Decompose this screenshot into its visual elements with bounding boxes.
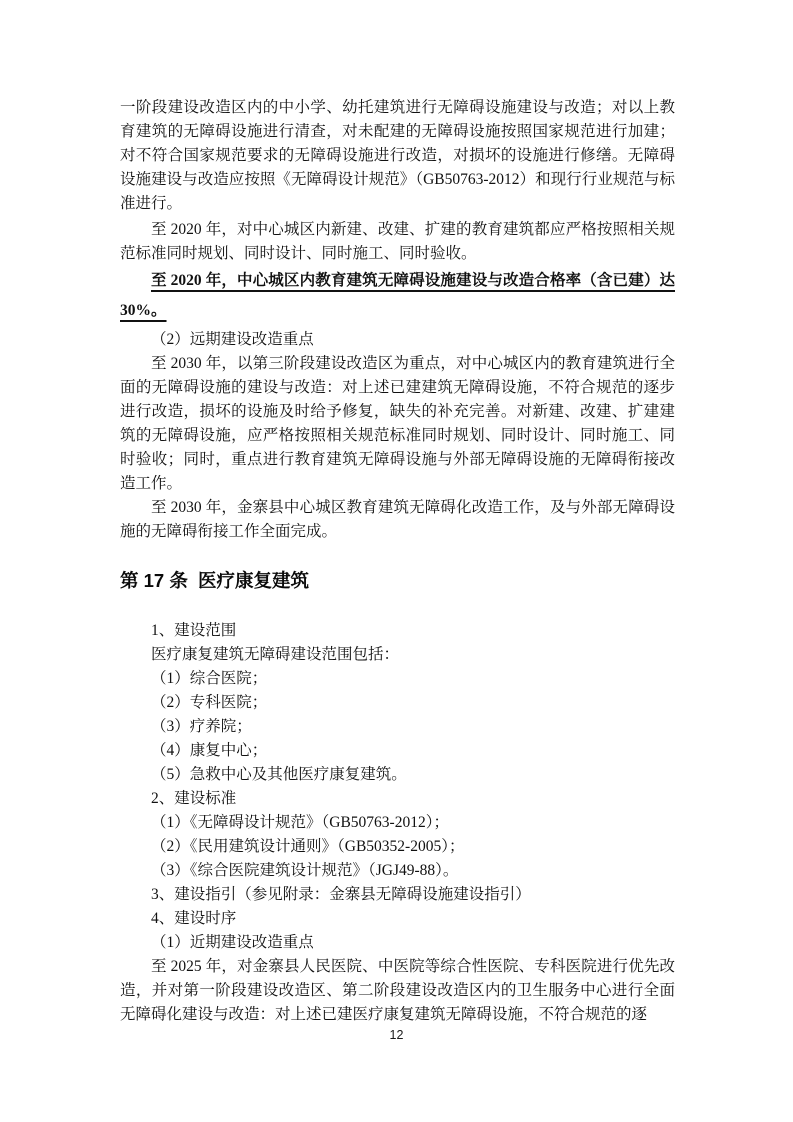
- paragraph-target-emphasis: 至 2020 年，中心城区内教育建筑无障碍设施建设与改造合格率（含已建）达 30%。: [120, 272, 675, 319]
- section-heading: [120, 568, 675, 594]
- paragraph: 至 2030 年，以第三阶段建设改造区为重点，对中心城区内的教育建筑进行全面的无障碍设施的建设与改造：对上述已建建筑无障碍设施，不符合规范的逐步进行改造，损坏的设施及时给予修复，缺失的补充完善。对新建、改建、扩建建筑的无障碍设施，应严格按照相关规范标准同时规划、同时设计、同时施工、同时验收；同时，重点进行教育建筑无障碍设施与外部无障碍设施的无障碍衔接改造工作。: [120, 355, 675, 492]
- list-item: （4）康复中心；: [151, 742, 268, 759]
- page-footer: [0, 1026, 793, 1044]
- list-item: （1）《无障碍设计规范》（GB50763-2012）；: [151, 814, 449, 831]
- list-item: （3）疗养院；: [151, 718, 252, 735]
- list-label-guideline: 3、建设指引（参见附录：金寨县无障碍设施建设指引）: [151, 886, 531, 903]
- paragraph-continuation: 一阶段建设改造区内的中小学、幼托建筑进行无障碍设施建设与改造；对以上教育建筑的无障碍设施进行清查，对未配建的无障碍设施按照国家规范进行加建；对不符合国家规范要求的无障碍设施进行改造，对损坏的设施进行修缮。无障碍设施建设与改造应按照《无障碍设计规范》（GB50763-2012）和现行行业规范与标准进行。: [120, 99, 675, 212]
- list-label-standards: 2、建设标准: [151, 790, 237, 807]
- list-item: （1）综合医院；: [151, 670, 268, 687]
- list-label-sequence: 4、建设时序: [151, 910, 237, 927]
- list-item: （5）急救中心及其他医疗康复建筑。: [151, 766, 407, 783]
- list-item: （3）《综合医院建筑设计规范》（JGJ49-88）。: [151, 862, 459, 879]
- list-item: （2）《民用建筑设计通则》（GB50352-2005）；: [151, 838, 465, 855]
- paragraph: 至 2020 年，对中心城区内新建、改建、扩建的教育建筑都应严格按照相关规范标准同时规划、同时设计、同时施工、同时验收。: [120, 221, 675, 262]
- paragraph: 至 2025 年，对金寨县人民医院、中医院等综合性医院、专科医院进行优先改造，并对第一阶段建设改造区、第二阶段建设改造区内的卫生服务中心进行全面无障碍化建设与改造：对上述已建医疗康复建筑无障碍设施，不符合规范的逐: [120, 958, 675, 1023]
- list-label-long-term: （2）远期建设改造重点: [151, 331, 314, 348]
- section-number: 第 17 条: [120, 570, 188, 591]
- paragraph: 医疗康复建筑无障碍建设范围包括：: [151, 646, 400, 663]
- page-number: 12: [389, 1028, 404, 1042]
- document-body: [120, 96, 675, 1027]
- paragraph: 至 2030 年，金寨县中心城区教育建筑无障碍化改造工作，及与外部无障碍设施的无障碍衔接工作全面完成。: [120, 499, 675, 540]
- list-label-near-term: （1）近期建设改造重点: [151, 934, 314, 951]
- section-title: 医疗康复建筑: [198, 570, 310, 591]
- list-item: （2）专科医院；: [151, 694, 268, 711]
- list-label-scope: 1、建设范围: [151, 622, 237, 639]
